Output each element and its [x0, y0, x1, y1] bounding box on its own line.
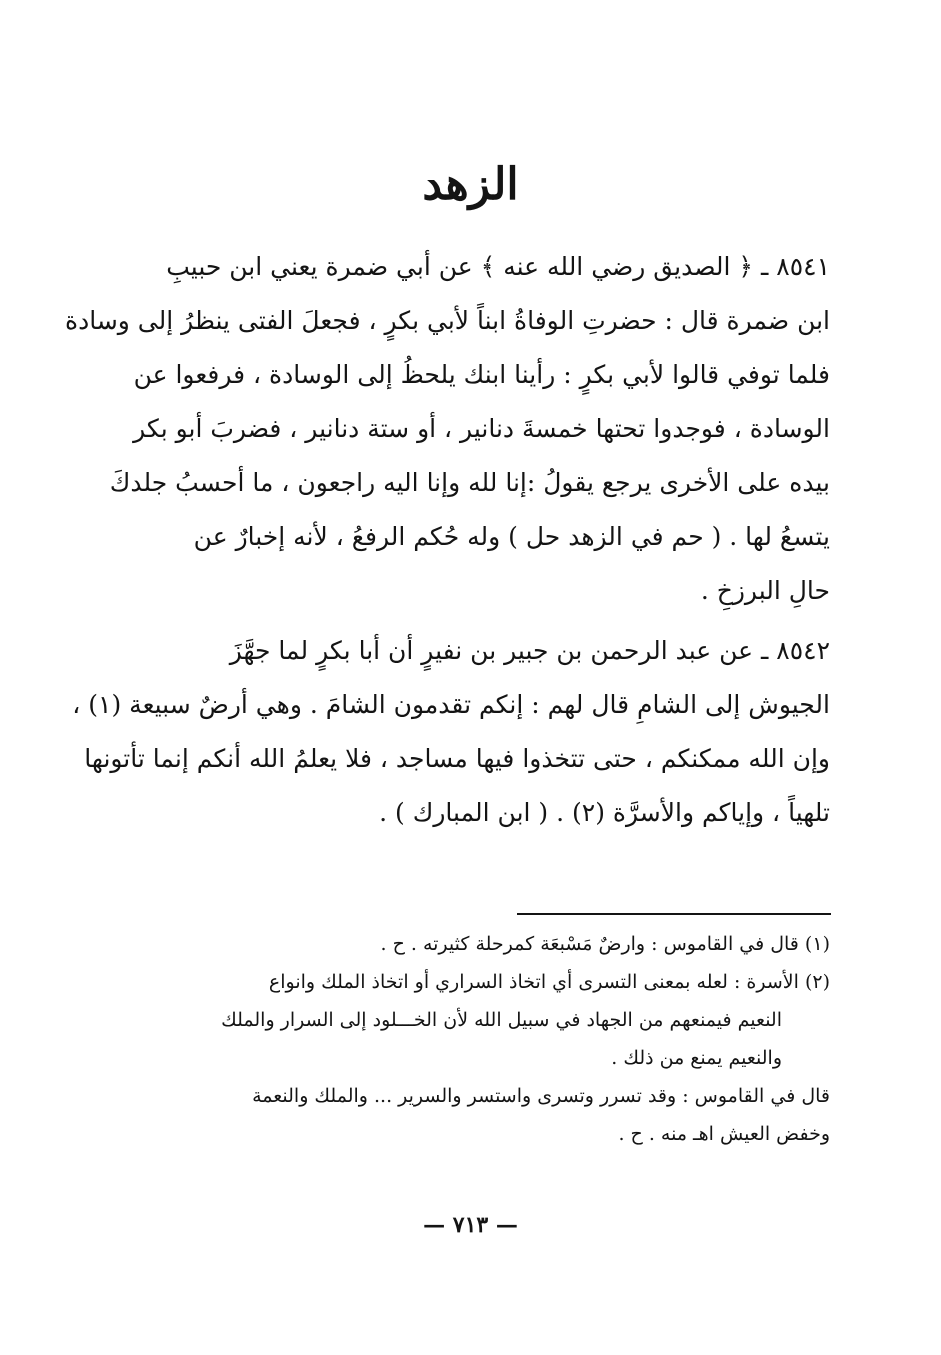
- text-line: الجيوش إلى الشامِ قال لهم : إنكم تقدمون الشامَ . وهي أرضٌ سبيعة (١) ،: [72, 690, 830, 719]
- text-line: ٨٥٤٢ ـ عن عبد الرحمن بن جبير بن نفيرٍ أن أبا بكرٍ لما جهَّزَ: [229, 636, 830, 665]
- text-line: ٨٥٤١ ـ ﴿ الصديق رضي الله عنه ﴾ عن أبي ضمرة يعني ابن حبيبِ: [166, 252, 830, 281]
- footnote-divider: [517, 913, 831, 915]
- text-line: تلهياً ، وإياكم والأسرَّة (٢) . ( ابن المبارك ) .: [379, 798, 830, 827]
- footnote-line: وخفض العيش اهـ منه . ح .: [618, 1123, 830, 1145]
- text-line: حالِ البرزخِ .: [700, 576, 830, 605]
- text-line: فلما توفي قالوا لأبي بكرٍ : رأينا ابنك يلحظُ إلى الوسادة ، فرفعوا عن: [133, 360, 830, 389]
- page-title: الزهد: [422, 159, 519, 210]
- footnote-line: (٢) الأسرة : لعله بمعنى التسرى أي اتخاذ السراري أو اتخاذ الملك وانواع: [268, 971, 830, 993]
- footnotes: [118, 925, 830, 1153]
- text-line: بيده على الأخرى يرجع يقولُ :إنا لله وإنا اليه راجعون ، ما أحسبُ جلدكَ: [109, 468, 830, 497]
- text-line: ابن ضمرة قال : حضرتِ الوفاةُ ابناً لأبي بكرٍ ، فجعلَ الفتى ينظرُ إلى وسادة: [64, 306, 830, 335]
- footnote-line: قال في القاموس : وقد تسرر وتسرى واستسر والسرير ... والملك والنعمة: [252, 1085, 830, 1107]
- footnote-line: النعيم فيمنعهم من الجهاد في سبيل الله لأن الخـــلود إلى السرار والملك: [221, 1009, 782, 1031]
- text-line: وإن الله ممكنكم ، حتى تتخذوا فيها مساجد ، فلا يعلمُ الله أنكم إنما تأتونها: [84, 744, 830, 773]
- footnote-line: (١) قال في القاموس : وارضٌ مَسْبعَة كمرحلة كثيرته . ح .: [380, 933, 830, 955]
- main-text: [64, 240, 830, 840]
- footnote-line: والنعيم يمنع من ذلك .: [611, 1047, 782, 1069]
- text-line: يتسعُ لها . ( حم في الزهد حل ) وله حُكم الرفعُ ، لأنه إخبارٌ عن: [193, 522, 830, 551]
- text-line: الوسادة ، فوجدوا تحتها خمسةَ دنانير ، أو ستة دنانير ، فضربَ أبو بكر: [133, 414, 830, 443]
- page-number: — ٧١٣ —: [423, 1212, 518, 1238]
